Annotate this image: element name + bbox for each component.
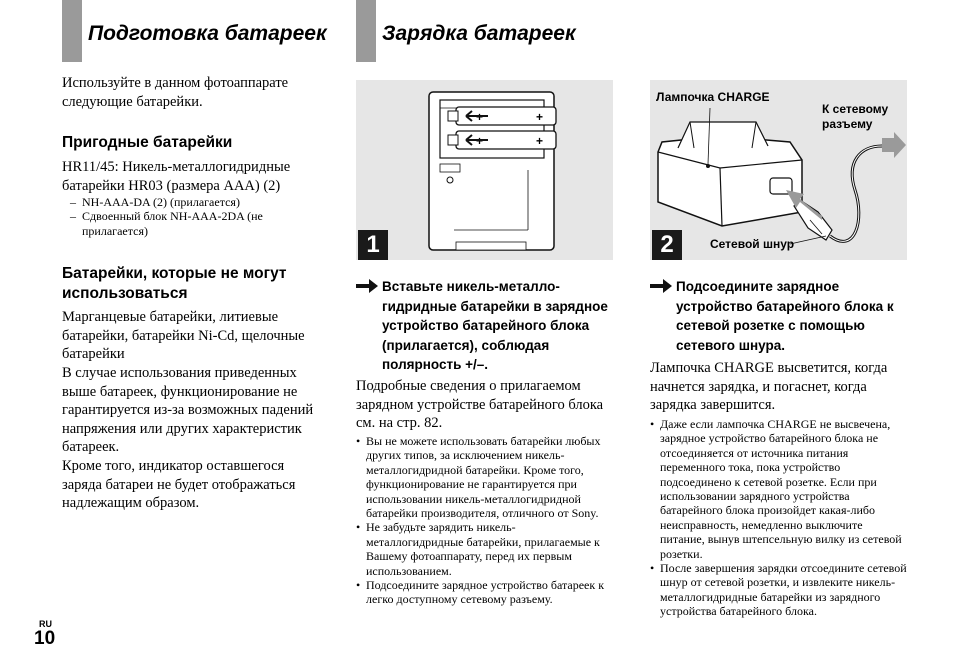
- suitable-list: [62, 195, 312, 238]
- unusable-heading: Батарейки, которые не могут использоваться: [62, 265, 287, 302]
- svg-text:+: +: [476, 110, 484, 124]
- label-power-cord: Сетевой шнур: [710, 237, 795, 251]
- step-number-1: 1: [358, 230, 388, 260]
- arrow-right-icon: [650, 279, 676, 355]
- list-item: • Не забудьте зарядить никель-металлогидридные батарейки, прилагаемые к Вашему фотоаппарату, перед их первым использованием.: [356, 520, 606, 578]
- figure-step2-connection: [650, 80, 907, 260]
- svg-text:+: +: [476, 134, 484, 148]
- step2-details: Лампочка CHARGE высветится, когда начнется зарядка, и погаснет, когда зарядка завершится.: [650, 360, 888, 414]
- label-to-outlet: К сетевому разъему: [822, 102, 889, 131]
- intro-text: Используйте в данном фотоаппарате следующие батарейки.: [62, 75, 289, 110]
- language-code: RU: [39, 619, 52, 629]
- page-number: 10: [34, 628, 56, 649]
- section-marker-left: [62, 0, 82, 62]
- unusable-text: Марганцевые батарейки, литиевые батарейки, батарейки Ni-Cd, щелочные батарейки: [62, 309, 305, 363]
- step1-instruction: [356, 277, 616, 375]
- section-title-charging: Зарядка батареек: [382, 22, 576, 45]
- list-item: – NH-AAA-DA (2) (прилагается): [62, 195, 312, 209]
- warning-text: В случае использования приведенных выше батареек, функционирование не гарантируется из-за возможных падений напряжения или других характеристик батареек.: [62, 365, 314, 456]
- step1-details: Подробные сведения о прилагаемом зарядном устройстве батарейного блока см. на стр. 82.: [356, 378, 604, 432]
- svg-text:+: +: [536, 134, 544, 148]
- list-item: • После завершения зарядки отсоедините сетевой шнур от сетевой розетки, и извлеките никель-металлогидридные батарейки из зарядного устройства батарейного блока.: [650, 561, 908, 619]
- label-charge-lamp: Лампочка CHARGE: [656, 90, 770, 104]
- step1-instruction-text: Вставьте никель-металло-гидридные батарейки в зарядное устройство батарейного блока (прилагается), соблюдая полярность +/–.: [382, 279, 608, 373]
- suitable-text: HR11/45: Никель-металлогидридные батарейки HR03 (размера AAA) (2): [62, 159, 291, 194]
- list-item: • Подсоедините зарядное устройство батареек к легко доступному сетевому разъему.: [356, 578, 606, 607]
- figure-step1-charger: [356, 80, 613, 260]
- svg-text:+: +: [536, 110, 544, 124]
- list-item: – Сдвоенный блок NH-AAA-2DA (не прилагается): [62, 209, 312, 238]
- list-item: • Даже если лампочка CHARGE не высвечена, зарядное устройство батарейного блока не отсоединяется от источника питания переменного тока, пока устройство подсоединено к сетевой розетке. Если при использовании зарядного устройства батарейного блока произойдет какая-либо неисправность, немедленно выключите питание, вынув штепсельную вилку из сетевой розетки.: [650, 417, 908, 561]
- step1-bullets: [356, 434, 606, 607]
- arrow-right-icon: [356, 279, 382, 375]
- step-number-2: 2: [652, 230, 682, 260]
- list-item: • Вы не можете использовать батарейки любых других типов, за исключением никель-металлогидридной батарейки. Кроме того, функционирование не гарантируется при использовании никель-металлогидридной батарейки производителя, отличного от Sony.: [356, 434, 606, 520]
- suitable-heading: Пригодные батарейки: [62, 134, 233, 151]
- step2-bullets: [650, 417, 908, 619]
- section-title-battery-prep: Подготовка батареек: [88, 22, 327, 45]
- section-marker-right: [356, 0, 376, 62]
- step2-instruction-text: Подсоедините зарядное устройство батарейного блока к сетевой розетке с помощью сетевого шнура.: [676, 279, 894, 353]
- step2-instruction: [650, 277, 910, 355]
- indicator-text: Кроме того, индикатор оставшегося заряда батареи не будет отображаться надлежащим образом.: [62, 458, 296, 512]
- battery-charger-illustration: [356, 80, 613, 260]
